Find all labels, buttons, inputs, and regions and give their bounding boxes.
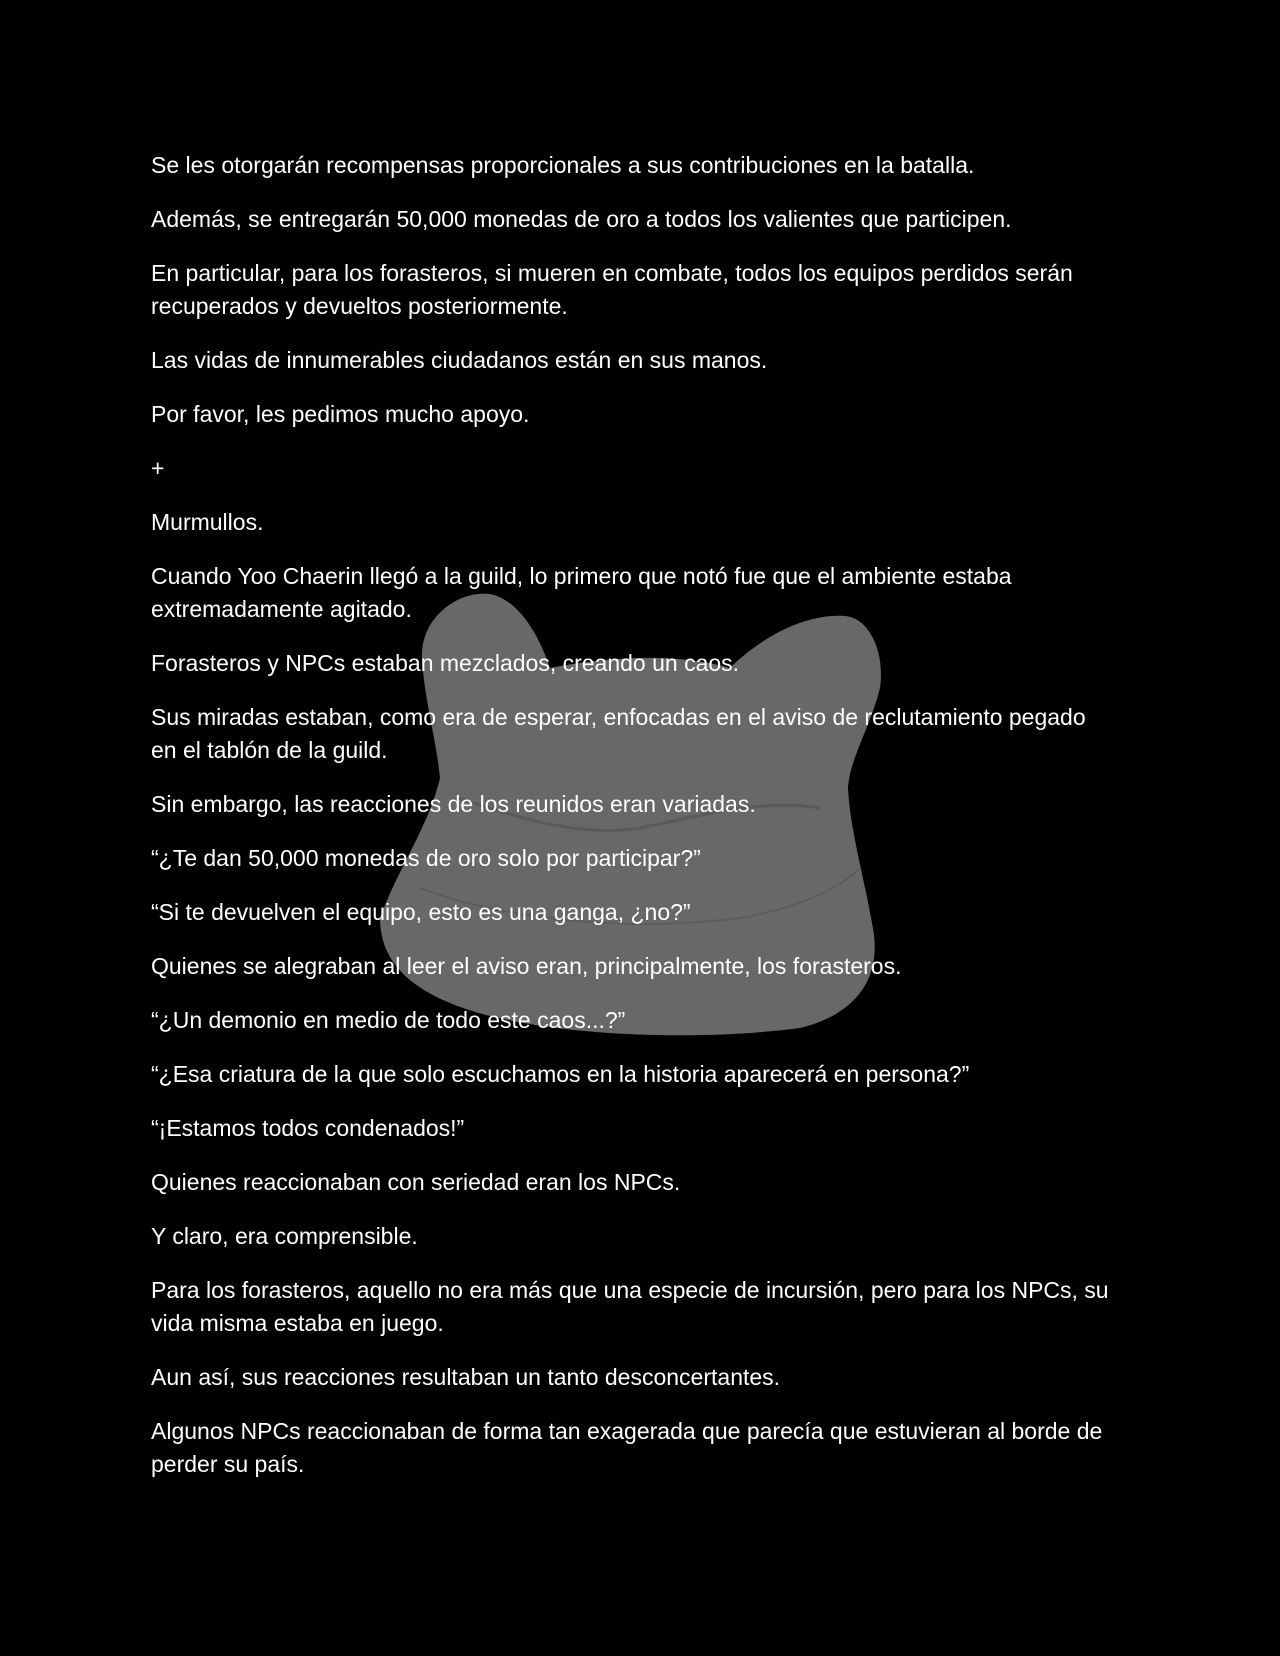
paragraph: Se les otorgarán recompensas proporcionales a sus contribuciones en la batalla. bbox=[151, 152, 975, 178]
paragraph: Las vidas de innumerables ciudadanos están en sus manos. bbox=[151, 347, 768, 373]
paragraph: En particular, para los forasteros, si mueren en combate, todos los equipos perdidos serán recuperados y devueltos posteriormente. bbox=[151, 260, 1073, 319]
dialogue-line: “¿Un demonio en medio de todo este caos...?” bbox=[151, 1007, 626, 1033]
paragraph: Por favor, les pedimos mucho apoyo. bbox=[151, 401, 530, 427]
paragraph: Quienes reaccionaban con seriedad eran los NPCs. bbox=[151, 1169, 681, 1195]
dialogue-line: “Si te devuelven el equipo, esto es una ganga, ¿no?” bbox=[151, 899, 691, 925]
document-body bbox=[151, 149, 1111, 1502]
dialogue-line: “¡Estamos todos condenados!” bbox=[151, 1115, 465, 1141]
paragraph: Para los forasteros, aquello no era más que una especie de incursión, pero para los NPCs, su vida misma estaba en juego. bbox=[151, 1277, 1109, 1336]
paragraph: Aun así, sus reacciones resultaban un tanto desconcertantes. bbox=[151, 1364, 781, 1390]
paragraph: Forasteros y NPCs estaban mezclados, creando un caos. bbox=[151, 650, 740, 676]
paragraph: Además, se entregarán 50,000 monedas de oro a todos los valientes que participen. bbox=[151, 206, 1012, 232]
paragraph: Sin embargo, las reacciones de los reunidos eran variadas. bbox=[151, 791, 756, 817]
paragraph: Murmullos. bbox=[151, 509, 264, 535]
paragraph: Algunos NPCs reaccionaban de forma tan exagerada que parecía que estuvieran al borde de perder su país. bbox=[151, 1418, 1103, 1477]
paragraph: Y claro, era comprensible. bbox=[151, 1223, 418, 1249]
paragraph: Quienes se alegraban al leer el aviso eran, principalmente, los forasteros. bbox=[151, 953, 902, 979]
paragraph: Sus miradas estaban, como era de esperar, enfocadas en el aviso de reclutamiento pegado en el tablón de la guild. bbox=[151, 704, 1086, 763]
dialogue-line: “¿Esa criatura de la que solo escuchamos en la historia aparecerá en persona?” bbox=[151, 1061, 970, 1087]
scene-break-marker: + bbox=[151, 455, 165, 481]
paragraph: Cuando Yoo Chaerin llegó a la guild, lo primero que notó fue que el ambiente estaba extremadamente agitado. bbox=[151, 563, 1012, 622]
dialogue-line: “¿Te dan 50,000 monedas de oro solo por participar?” bbox=[151, 845, 701, 871]
